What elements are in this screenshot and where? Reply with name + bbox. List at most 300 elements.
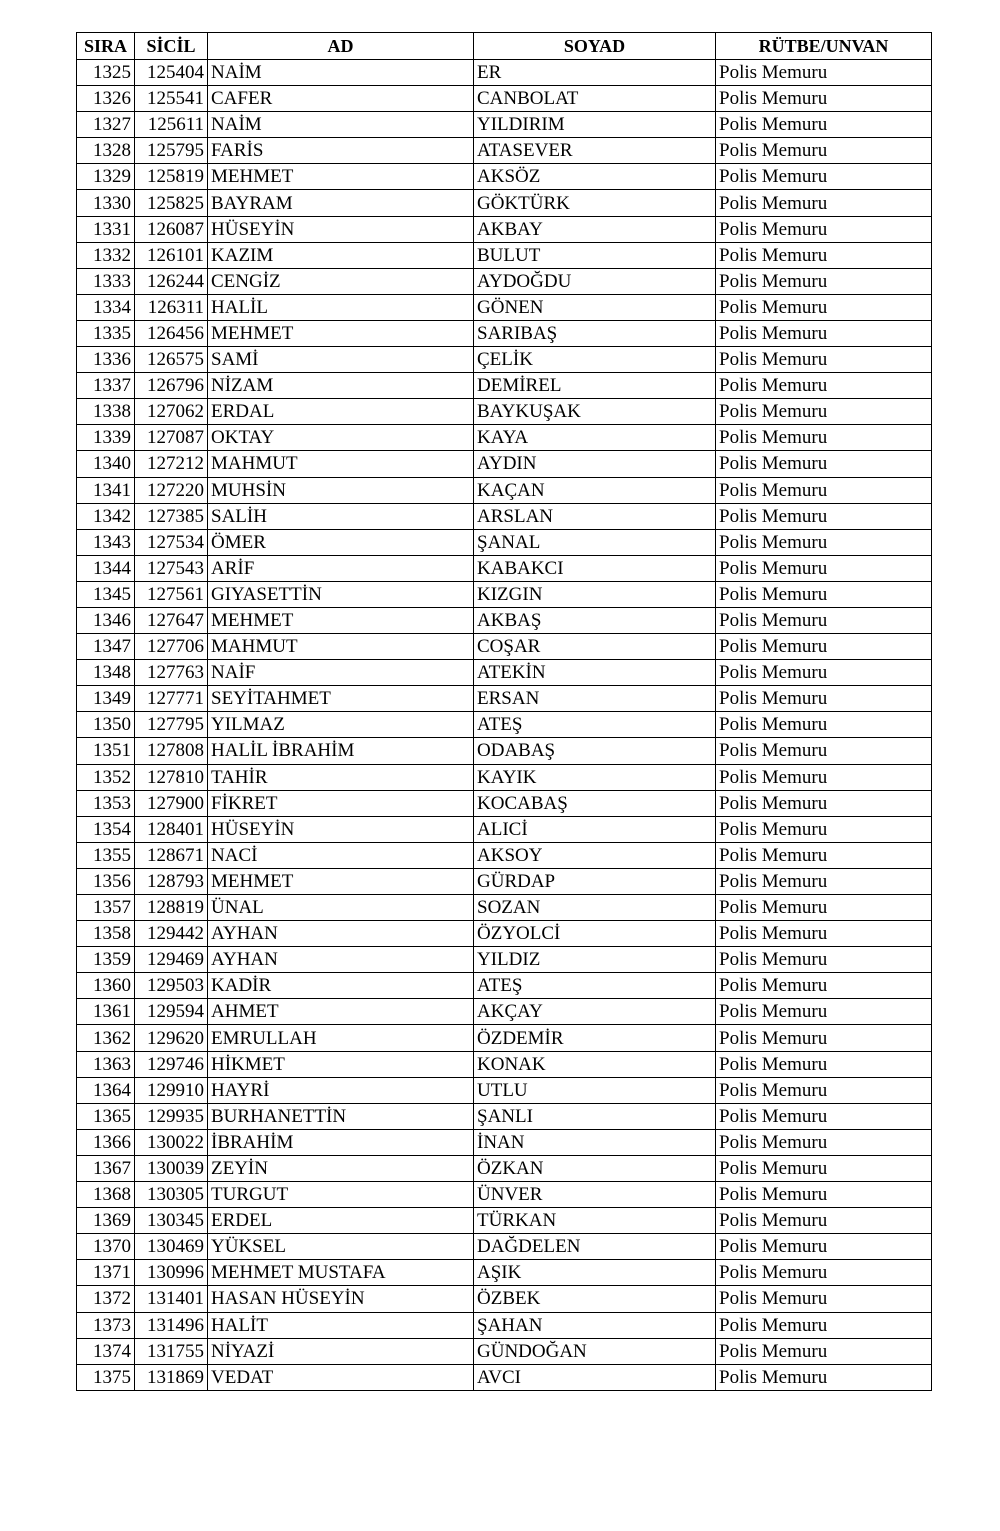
rutbe-cell: Polis Memuru xyxy=(716,268,932,294)
sira-cell: 1338 xyxy=(77,399,135,425)
soyad-cell: TÜRKAN xyxy=(474,1208,716,1234)
table-row xyxy=(77,686,932,712)
ad-cell: MEHMET xyxy=(208,164,474,190)
column-header-sira: SIRA xyxy=(77,33,135,60)
rutbe-cell: Polis Memuru xyxy=(716,86,932,112)
sicil-cell: 131869 xyxy=(135,1364,208,1390)
ad-cell: MAHMUT xyxy=(208,634,474,660)
table-row xyxy=(77,1208,932,1234)
soyad-cell: KAYA xyxy=(474,425,716,451)
table-row xyxy=(77,607,932,633)
soyad-cell: ÖZYOLCİ xyxy=(474,921,716,947)
ad-cell: MEHMET xyxy=(208,607,474,633)
sicil-cell: 129935 xyxy=(135,1103,208,1129)
rutbe-cell: Polis Memuru xyxy=(716,764,932,790)
soyad-cell: ARSLAN xyxy=(474,503,716,529)
ad-cell: AYHAN xyxy=(208,921,474,947)
rutbe-cell: Polis Memuru xyxy=(716,112,932,138)
sicil-cell: 125825 xyxy=(135,190,208,216)
rutbe-cell: Polis Memuru xyxy=(716,60,932,86)
sicil-cell: 126087 xyxy=(135,216,208,242)
ad-cell: KADİR xyxy=(208,973,474,999)
soyad-cell: DAĞDELEN xyxy=(474,1234,716,1260)
rutbe-cell: Polis Memuru xyxy=(716,451,932,477)
sicil-cell: 127062 xyxy=(135,399,208,425)
soyad-cell: ŞAHAN xyxy=(474,1312,716,1338)
ad-cell: TURGUT xyxy=(208,1182,474,1208)
column-header-soyad: SOYAD xyxy=(474,33,716,60)
rutbe-cell: Polis Memuru xyxy=(716,842,932,868)
rutbe-cell: Polis Memuru xyxy=(716,138,932,164)
rutbe-cell: Polis Memuru xyxy=(716,216,932,242)
soyad-cell: CANBOLAT xyxy=(474,86,716,112)
rutbe-cell: Polis Memuru xyxy=(716,581,932,607)
table-row xyxy=(77,138,932,164)
table-row xyxy=(77,1129,932,1155)
table-row xyxy=(77,895,932,921)
table-row xyxy=(77,842,932,868)
ad-cell: OKTAY xyxy=(208,425,474,451)
ad-cell: CAFER xyxy=(208,86,474,112)
table-row xyxy=(77,1338,932,1364)
soyad-cell: GÖNEN xyxy=(474,294,716,320)
sira-cell: 1374 xyxy=(77,1338,135,1364)
sira-cell: 1373 xyxy=(77,1312,135,1338)
sira-cell: 1368 xyxy=(77,1182,135,1208)
rutbe-cell: Polis Memuru xyxy=(716,999,932,1025)
sira-cell: 1332 xyxy=(77,242,135,268)
table-row xyxy=(77,1260,932,1286)
sicil-cell: 127795 xyxy=(135,712,208,738)
sira-cell: 1328 xyxy=(77,138,135,164)
rutbe-cell: Polis Memuru xyxy=(716,164,932,190)
ad-cell: NAİM xyxy=(208,112,474,138)
soyad-cell: BULUT xyxy=(474,242,716,268)
sira-cell: 1341 xyxy=(77,477,135,503)
soyad-cell: ATEKİN xyxy=(474,660,716,686)
sicil-cell: 129620 xyxy=(135,1025,208,1051)
sira-cell: 1371 xyxy=(77,1260,135,1286)
ad-cell: MUHSİN xyxy=(208,477,474,503)
table-row xyxy=(77,764,932,790)
soyad-cell: ALICİ xyxy=(474,816,716,842)
column-header-rutbe: RÜTBE/UNVAN xyxy=(716,33,932,60)
sira-cell: 1355 xyxy=(77,842,135,868)
table-row xyxy=(77,242,932,268)
sira-cell: 1361 xyxy=(77,999,135,1025)
ad-cell: YILMAZ xyxy=(208,712,474,738)
table-row xyxy=(77,347,932,373)
rutbe-cell: Polis Memuru xyxy=(716,738,932,764)
table-row xyxy=(77,60,932,86)
sira-cell: 1337 xyxy=(77,373,135,399)
ad-cell: SEYİTAHMET xyxy=(208,686,474,712)
sicil-cell: 129910 xyxy=(135,1077,208,1103)
soyad-cell: ŞANLI xyxy=(474,1103,716,1129)
sira-cell: 1343 xyxy=(77,529,135,555)
ad-cell: ZEYİN xyxy=(208,1155,474,1181)
soyad-cell: KABAKCI xyxy=(474,555,716,581)
table-row xyxy=(77,399,932,425)
table-row xyxy=(77,451,932,477)
rutbe-cell: Polis Memuru xyxy=(716,347,932,373)
sicil-cell: 126456 xyxy=(135,320,208,346)
sira-cell: 1365 xyxy=(77,1103,135,1129)
ad-cell: HÜSEYİN xyxy=(208,816,474,842)
sira-cell: 1353 xyxy=(77,790,135,816)
table-row xyxy=(77,320,932,346)
sicil-cell: 126575 xyxy=(135,347,208,373)
sicil-cell: 127808 xyxy=(135,738,208,764)
rutbe-cell: Polis Memuru xyxy=(716,1025,932,1051)
sicil-cell: 127763 xyxy=(135,660,208,686)
rutbe-cell: Polis Memuru xyxy=(716,1312,932,1338)
rutbe-cell: Polis Memuru xyxy=(716,1234,932,1260)
sira-cell: 1350 xyxy=(77,712,135,738)
ad-cell: BAYRAM xyxy=(208,190,474,216)
sira-cell: 1357 xyxy=(77,895,135,921)
sicil-cell: 128401 xyxy=(135,816,208,842)
sicil-cell: 126101 xyxy=(135,242,208,268)
ad-cell: MEHMET MUSTAFA xyxy=(208,1260,474,1286)
sicil-cell: 130305 xyxy=(135,1182,208,1208)
ad-cell: ERDAL xyxy=(208,399,474,425)
soyad-cell: GÜRDAP xyxy=(474,868,716,894)
table-row xyxy=(77,660,932,686)
sira-cell: 1329 xyxy=(77,164,135,190)
rutbe-cell: Polis Memuru xyxy=(716,477,932,503)
soyad-cell: ÖZDEMİR xyxy=(474,1025,716,1051)
ad-cell: HALİL xyxy=(208,294,474,320)
sira-cell: 1331 xyxy=(77,216,135,242)
ad-cell: CENGİZ xyxy=(208,268,474,294)
table-row xyxy=(77,1312,932,1338)
ad-cell: ÜNAL xyxy=(208,895,474,921)
rutbe-cell: Polis Memuru xyxy=(716,399,932,425)
sira-cell: 1326 xyxy=(77,86,135,112)
ad-cell: NACİ xyxy=(208,842,474,868)
rutbe-cell: Polis Memuru xyxy=(716,190,932,216)
rutbe-cell: Polis Memuru xyxy=(716,816,932,842)
personnel-table xyxy=(76,32,932,1391)
sicil-cell: 127087 xyxy=(135,425,208,451)
soyad-cell: ATEŞ xyxy=(474,973,716,999)
table-row xyxy=(77,1364,932,1390)
soyad-cell: ÜNVER xyxy=(474,1182,716,1208)
sira-cell: 1372 xyxy=(77,1286,135,1312)
sira-cell: 1348 xyxy=(77,660,135,686)
soyad-cell: DEMİREL xyxy=(474,373,716,399)
rutbe-cell: Polis Memuru xyxy=(716,555,932,581)
sicil-cell: 127385 xyxy=(135,503,208,529)
sicil-cell: 130469 xyxy=(135,1234,208,1260)
column-header-sicil: SİCİL xyxy=(135,33,208,60)
sicil-cell: 129469 xyxy=(135,947,208,973)
rutbe-cell: Polis Memuru xyxy=(716,660,932,686)
table-row xyxy=(77,816,932,842)
table-body xyxy=(77,60,932,1391)
sicil-cell: 127810 xyxy=(135,764,208,790)
table-row xyxy=(77,112,932,138)
sicil-cell: 127220 xyxy=(135,477,208,503)
column-header-ad: AD xyxy=(208,33,474,60)
table-row xyxy=(77,921,932,947)
ad-cell: ARİF xyxy=(208,555,474,581)
sicil-cell: 131755 xyxy=(135,1338,208,1364)
table-row xyxy=(77,973,932,999)
ad-cell: FARİS xyxy=(208,138,474,164)
soyad-cell: ÖZKAN xyxy=(474,1155,716,1181)
rutbe-cell: Polis Memuru xyxy=(716,425,932,451)
rutbe-cell: Polis Memuru xyxy=(716,1129,932,1155)
sicil-cell: 127900 xyxy=(135,790,208,816)
soyad-cell: BAYKUŞAK xyxy=(474,399,716,425)
sicil-cell: 129746 xyxy=(135,1051,208,1077)
ad-cell: SALİH xyxy=(208,503,474,529)
sira-cell: 1352 xyxy=(77,764,135,790)
sira-cell: 1345 xyxy=(77,581,135,607)
sicil-cell: 130022 xyxy=(135,1129,208,1155)
rutbe-cell: Polis Memuru xyxy=(716,1338,932,1364)
sicil-cell: 130996 xyxy=(135,1260,208,1286)
ad-cell: NAİF xyxy=(208,660,474,686)
sicil-cell: 130039 xyxy=(135,1155,208,1181)
soyad-cell: ATEŞ xyxy=(474,712,716,738)
sira-cell: 1325 xyxy=(77,60,135,86)
sira-cell: 1369 xyxy=(77,1208,135,1234)
table-row xyxy=(77,1051,932,1077)
sira-cell: 1333 xyxy=(77,268,135,294)
rutbe-cell: Polis Memuru xyxy=(716,1286,932,1312)
sira-cell: 1347 xyxy=(77,634,135,660)
soyad-cell: KIZGIN xyxy=(474,581,716,607)
table-row xyxy=(77,634,932,660)
table-row xyxy=(77,1155,932,1181)
sicil-cell: 125541 xyxy=(135,86,208,112)
table-row xyxy=(77,164,932,190)
sira-cell: 1334 xyxy=(77,294,135,320)
sira-cell: 1346 xyxy=(77,607,135,633)
sicil-cell: 125404 xyxy=(135,60,208,86)
soyad-cell: ŞANAL xyxy=(474,529,716,555)
sicil-cell: 131401 xyxy=(135,1286,208,1312)
sicil-cell: 131496 xyxy=(135,1312,208,1338)
rutbe-cell: Polis Memuru xyxy=(716,947,932,973)
rutbe-cell: Polis Memuru xyxy=(716,1077,932,1103)
sicil-cell: 127706 xyxy=(135,634,208,660)
sira-cell: 1351 xyxy=(77,738,135,764)
ad-cell: AHMET xyxy=(208,999,474,1025)
ad-cell: İBRAHİM xyxy=(208,1129,474,1155)
soyad-cell: COŞAR xyxy=(474,634,716,660)
soyad-cell: AKÇAY xyxy=(474,999,716,1025)
sira-cell: 1356 xyxy=(77,868,135,894)
rutbe-cell: Polis Memuru xyxy=(716,1182,932,1208)
soyad-cell: AKBAY xyxy=(474,216,716,242)
ad-cell: BURHANETTİN xyxy=(208,1103,474,1129)
soyad-cell: KAÇAN xyxy=(474,477,716,503)
sicil-cell: 127212 xyxy=(135,451,208,477)
sicil-cell: 127561 xyxy=(135,581,208,607)
soyad-cell: AYDOĞDU xyxy=(474,268,716,294)
table-row xyxy=(77,86,932,112)
soyad-cell: AŞIK xyxy=(474,1260,716,1286)
sicil-cell: 126244 xyxy=(135,268,208,294)
ad-cell: AYHAN xyxy=(208,947,474,973)
rutbe-cell: Polis Memuru xyxy=(716,1364,932,1390)
sira-cell: 1340 xyxy=(77,451,135,477)
table-row xyxy=(77,868,932,894)
table-row xyxy=(77,1103,932,1129)
table-row xyxy=(77,268,932,294)
sira-cell: 1358 xyxy=(77,921,135,947)
soyad-cell: ATASEVER xyxy=(474,138,716,164)
sicil-cell: 129594 xyxy=(135,999,208,1025)
sicil-cell: 125795 xyxy=(135,138,208,164)
ad-cell: FİKRET xyxy=(208,790,474,816)
table-row xyxy=(77,1182,932,1208)
ad-cell: NAİM xyxy=(208,60,474,86)
sira-cell: 1362 xyxy=(77,1025,135,1051)
rutbe-cell: Polis Memuru xyxy=(716,686,932,712)
sicil-cell: 129442 xyxy=(135,921,208,947)
rutbe-cell: Polis Memuru xyxy=(716,294,932,320)
sicil-cell: 127543 xyxy=(135,555,208,581)
sira-cell: 1370 xyxy=(77,1234,135,1260)
table-row xyxy=(77,477,932,503)
sicil-cell: 129503 xyxy=(135,973,208,999)
table-row xyxy=(77,294,932,320)
sira-cell: 1367 xyxy=(77,1155,135,1181)
table-row xyxy=(77,503,932,529)
soyad-cell: AYDIN xyxy=(474,451,716,477)
ad-cell: MEHMET xyxy=(208,868,474,894)
rutbe-cell: Polis Memuru xyxy=(716,1051,932,1077)
ad-cell: EMRULLAH xyxy=(208,1025,474,1051)
table-row xyxy=(77,1234,932,1260)
table-row xyxy=(77,712,932,738)
table-row xyxy=(77,947,932,973)
sicil-cell: 125611 xyxy=(135,112,208,138)
rutbe-cell: Polis Memuru xyxy=(716,868,932,894)
table-row xyxy=(77,790,932,816)
soyad-cell: AKSÖZ xyxy=(474,164,716,190)
soyad-cell: ÖZBEK xyxy=(474,1286,716,1312)
table-row xyxy=(77,1025,932,1051)
rutbe-cell: Polis Memuru xyxy=(716,790,932,816)
table-row xyxy=(77,581,932,607)
table-row xyxy=(77,1077,932,1103)
sira-cell: 1375 xyxy=(77,1364,135,1390)
sira-cell: 1360 xyxy=(77,973,135,999)
ad-cell: YÜKSEL xyxy=(208,1234,474,1260)
rutbe-cell: Polis Memuru xyxy=(716,1260,932,1286)
ad-cell: GIYASETTİN xyxy=(208,581,474,607)
ad-cell: NİZAM xyxy=(208,373,474,399)
sira-cell: 1339 xyxy=(77,425,135,451)
table-row xyxy=(77,555,932,581)
sira-cell: 1354 xyxy=(77,816,135,842)
ad-cell: HALİL İBRAHİM xyxy=(208,738,474,764)
sicil-cell: 126311 xyxy=(135,294,208,320)
soyad-cell: GÜNDOĞAN xyxy=(474,1338,716,1364)
sicil-cell: 126796 xyxy=(135,373,208,399)
ad-cell: HASAN HÜSEYİN xyxy=(208,1286,474,1312)
ad-cell: HİKMET xyxy=(208,1051,474,1077)
sira-cell: 1349 xyxy=(77,686,135,712)
table-row xyxy=(77,373,932,399)
soyad-cell: ÇELİK xyxy=(474,347,716,373)
soyad-cell: ODABAŞ xyxy=(474,738,716,764)
table-row xyxy=(77,425,932,451)
table-row xyxy=(77,999,932,1025)
sicil-cell: 128671 xyxy=(135,842,208,868)
soyad-cell: KONAK xyxy=(474,1051,716,1077)
ad-cell: MAHMUT xyxy=(208,451,474,477)
ad-cell: HALİT xyxy=(208,1312,474,1338)
ad-cell: HÜSEYİN xyxy=(208,216,474,242)
ad-cell: ERDEL xyxy=(208,1208,474,1234)
sicil-cell: 127647 xyxy=(135,607,208,633)
sira-cell: 1364 xyxy=(77,1077,135,1103)
table-row xyxy=(77,529,932,555)
sira-cell: 1330 xyxy=(77,190,135,216)
table-row xyxy=(77,1286,932,1312)
sira-cell: 1359 xyxy=(77,947,135,973)
ad-cell: TAHİR xyxy=(208,764,474,790)
soyad-cell: YILDIZ xyxy=(474,947,716,973)
rutbe-cell: Polis Memuru xyxy=(716,895,932,921)
rutbe-cell: Polis Memuru xyxy=(716,242,932,268)
ad-cell: SAMİ xyxy=(208,347,474,373)
ad-cell: KAZIM xyxy=(208,242,474,268)
soyad-cell: ERSAN xyxy=(474,686,716,712)
sira-cell: 1335 xyxy=(77,320,135,346)
soyad-cell: AKBAŞ xyxy=(474,607,716,633)
sira-cell: 1327 xyxy=(77,112,135,138)
soyad-cell: UTLU xyxy=(474,1077,716,1103)
soyad-cell: KOCABAŞ xyxy=(474,790,716,816)
rutbe-cell: Polis Memuru xyxy=(716,973,932,999)
soyad-cell: İNAN xyxy=(474,1129,716,1155)
sira-cell: 1336 xyxy=(77,347,135,373)
rutbe-cell: Polis Memuru xyxy=(716,712,932,738)
rutbe-cell: Polis Memuru xyxy=(716,607,932,633)
table-header xyxy=(77,33,932,60)
header-row xyxy=(77,33,932,60)
sira-cell: 1342 xyxy=(77,503,135,529)
soyad-cell: ER xyxy=(474,60,716,86)
soyad-cell: AVCI xyxy=(474,1364,716,1390)
soyad-cell: GÖKTÜRK xyxy=(474,190,716,216)
rutbe-cell: Polis Memuru xyxy=(716,503,932,529)
soyad-cell: SOZAN xyxy=(474,895,716,921)
sicil-cell: 128819 xyxy=(135,895,208,921)
rutbe-cell: Polis Memuru xyxy=(716,1103,932,1129)
ad-cell: VEDAT xyxy=(208,1364,474,1390)
sicil-cell: 127534 xyxy=(135,529,208,555)
soyad-cell: YILDIRIM xyxy=(474,112,716,138)
sicil-cell: 128793 xyxy=(135,868,208,894)
sira-cell: 1363 xyxy=(77,1051,135,1077)
rutbe-cell: Polis Memuru xyxy=(716,1155,932,1181)
ad-cell: MEHMET xyxy=(208,320,474,346)
soyad-cell: SARIBAŞ xyxy=(474,320,716,346)
sicil-cell: 125819 xyxy=(135,164,208,190)
soyad-cell: AKSOY xyxy=(474,842,716,868)
rutbe-cell: Polis Memuru xyxy=(716,320,932,346)
soyad-cell: KAYIK xyxy=(474,764,716,790)
